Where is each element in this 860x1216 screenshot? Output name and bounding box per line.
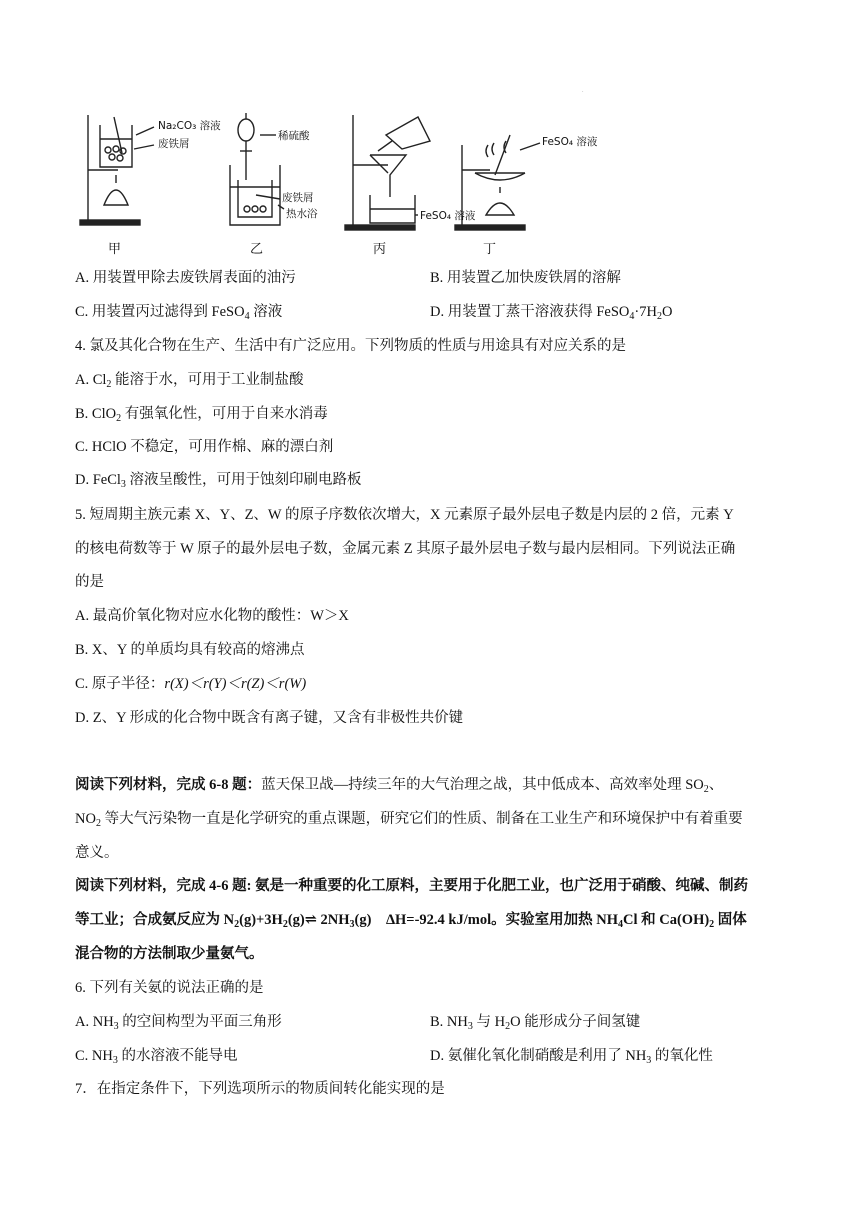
apparatus-figure: [70, 105, 630, 265]
reading2-line3: 混合物的方法制取少量氨气。: [75, 946, 264, 962]
label-na2co3: Na₂CO₃ 溶液: [158, 120, 221, 132]
apparatus-drawing: [70, 105, 630, 265]
label-dilute-acid: 稀硫酸: [278, 130, 310, 142]
reading1-line2: $NO_2$ 等大气污染物一直是化学研究的重点课题，研究它们的性质、制备在工业生产和环境保护中有着重要: [75, 811, 743, 829]
q5-stem-line3: 的是: [75, 574, 104, 590]
reading2-line1: 阅读下列材料，完成 4-6 题: 氨是一种重要的化工原料，主要用于化肥工业，也广泛用于硝酸、纯碱、制药: [75, 878, 749, 894]
q6-option-b: B. $NH_3$ 与 $H_2O$ 能形成分子间氢键: [430, 1014, 641, 1032]
q4-option-c: C. HClO 不稳定，可用作棉、麻的漂白剂: [75, 439, 334, 455]
q6-option-c: C. $NH_3$ 的水溶液不能导电: [75, 1048, 238, 1066]
equilibrium-arrow: ⇌: [304, 912, 317, 928]
q3-option-c: C. 用装置丙过滤得到 FeSO$_4$ 溶液: [75, 304, 283, 322]
q5-option-c: C. 原子半径：r(X)＜r(Y)＜r(Z)＜r(W): [75, 676, 307, 692]
caption-bing: 丙: [373, 242, 387, 257]
q4-option-a: A. $Cl_2$ 能溶于水，可用于工业制盐酸: [75, 372, 304, 390]
reading1-line1: 阅读下列材料，完成 6-8 题：蓝天保卫战—持续三年的大气治理之战，其中低成本、高效率处理 $SO_2$、: [75, 777, 724, 795]
q6-option-d: D. 氨催化氧化制硝酸是利用了 $NH_3$ 的氧化性: [430, 1048, 713, 1066]
q5-option-b: B. X、Y 的单质均具有较高的熔沸点: [75, 642, 305, 658]
caption-ding: 丁: [483, 242, 497, 257]
q5-stem-line2: 的核电荷数等于 W 原子的最外层电子数，金属元素 Z 其原子最外层电子数与最内层相同。下列说法正确: [75, 541, 736, 557]
q5-option-a: A. 最高价氧化物对应水化物的酸性：W＞X: [75, 608, 349, 624]
q5-stem-line1: 5. 短周期主族元素 X、Y、Z、W 的原子序数依次增大，X 元素原子最外层电子数是内层的 2 倍，元素 Y: [75, 507, 734, 523]
q6-option-a: A. $NH_3$ 的空间构型为平面三角形: [75, 1014, 282, 1032]
label-waste-iron-2: 废铁屑: [282, 192, 314, 204]
apparatus-jia: [80, 115, 154, 225]
caption-yi: 乙: [250, 242, 264, 257]
reading2-line2: 等工业；合成氨反应为 $N_2(g)+3H_2(g)\rightleftharpoons$ $2NH_3(g)$ ΔH=-92.4 kJ/mol。实验室用加热 $NH_4Cl$ 和 $Ca(OH)_2$ 固体: [75, 912, 747, 930]
label-waste-iron-1: 废铁屑: [158, 138, 190, 150]
q5-option-d: D. Z、Y 形成的化合物中既含有离子键，又含有非极性共价键: [75, 710, 464, 726]
q4-stem: 4. 氯及其化合物在生产、生活中有广泛应用。下列物质的性质与用途具有对应关系的是: [75, 338, 626, 354]
q3-option-a: A. 用装置甲除去废铁屑表面的油污: [75, 270, 296, 286]
label-feso4-d: FeSO₄ 溶液: [542, 136, 598, 148]
apparatus-bing: [345, 115, 430, 230]
q3-option-d: D. 用装置丁蒸干溶液获得 $FeSO_4\cdot 7H_2O$: [430, 304, 673, 322]
reading1-line3: 意义。: [75, 845, 119, 861]
caption-jia: 甲: [108, 242, 122, 257]
document-page: . Na₂CO₃ 溶液 废铁屑 稀硫酸 废铁屑 热水浴 FeSO₄ 溶液 FeSO₄ 溶液 甲 乙 丙 丁 A. 用装置甲除去废铁屑表面的油污 B. 用装置乙加快废铁屑的溶解 C. 用装置丙过滤得到 FeSO$_4$ 溶液 D. 用装置丁蒸干溶液获得 $FeSO_4\cdot 7H_2O$ 4. 氯及其化合物在生产、生活中有广泛应用。下列物质的性质与用途具有对应关系的是 A. $Cl_2$ 能溶于水，可用于工业制盐酸 B. ClO$_2$ 有强氧化性，可用于自来水消毒 C. HClO 不稳定，可用作棉、麻的漂白剂 D. FeCl$_3$ 溶液呈酸性，可用于蚀刻印刷电路板 5. 短周期主族元素 X、Y、Z、W 的原子序数依次增大，X 元素原子最外层电子数是内层的 2 倍，元素 Y 的核电荷数等于 W 原子的最外层电子数，金属元素 Z 其原子最外层电子数与最内层相同。下列说法正确 的是 A. 最高价氧化物对应水化物的酸性：W＞X B. X、Y 的单质均具有较高的熔沸点 C. 原子半径：r(X)＜r(Y)＜r(Z)＜r(W) D. Z、Y 形成的化合物中既含有离子键，又含有非极性共价键 阅读下列材料，完成 6-8 题：蓝天保卫战—持续三年的大气治理之战，其中低成本、高效率处理 $SO_2$、 $NO_2$ 等大气污染物一直是化学研究的重点课题，研究它们的性质、制备在工业生产和环境保护中有着重要 意义。 阅读下列材料，完成 4-6 题: 氨是一种重要的化工原料，主要用于化肥工业，也广泛用于硝酸、纯碱、制药 等工业；合成氨反应为 $N_2(g)+3H_2(g)\rightleftharpoons$ $2NH_3(g)$ ΔH=-92.4 kJ/mol。实验室用加热 $NH_4Cl$ 和 $Ca(OH)_2$ 固体 混合物的方法制取少量氨气。 6. 下列有关氨的说法正确的是 A. $NH_3$ 的空间构型为平面三角形 B. $NH_3$ 与 $H_2O$ 能形成分子间氢键 C. $NH_3$ 的水溶液不能导电 D. 氨催化氧化制硝酸是利用了 $NH_3$ 的氧化性 7．在指定条件下，下列选项所示的物质间转化能实现的是: [0, 0, 860, 1216]
q6-stem: 6. 下列有关氨的说法正确的是: [75, 980, 264, 996]
q4-option-d: D. FeCl$_3$ 溶液呈酸性，可用于蚀刻印刷电路板: [75, 472, 362, 490]
q4-option-b: B. ClO$_2$ 有强氧化性，可用于自来水消毒: [75, 406, 328, 424]
label-hot-bath: 热水浴: [286, 208, 318, 220]
q3-option-b: B. 用装置乙加快废铁屑的溶解: [430, 270, 621, 286]
q7-stem: 7．在指定条件下，下列选项所示的物质间转化能实现的是: [75, 1081, 445, 1097]
label-feso4-c: FeSO₄ 溶液: [420, 210, 476, 222]
apparatus-yi: [230, 113, 284, 225]
